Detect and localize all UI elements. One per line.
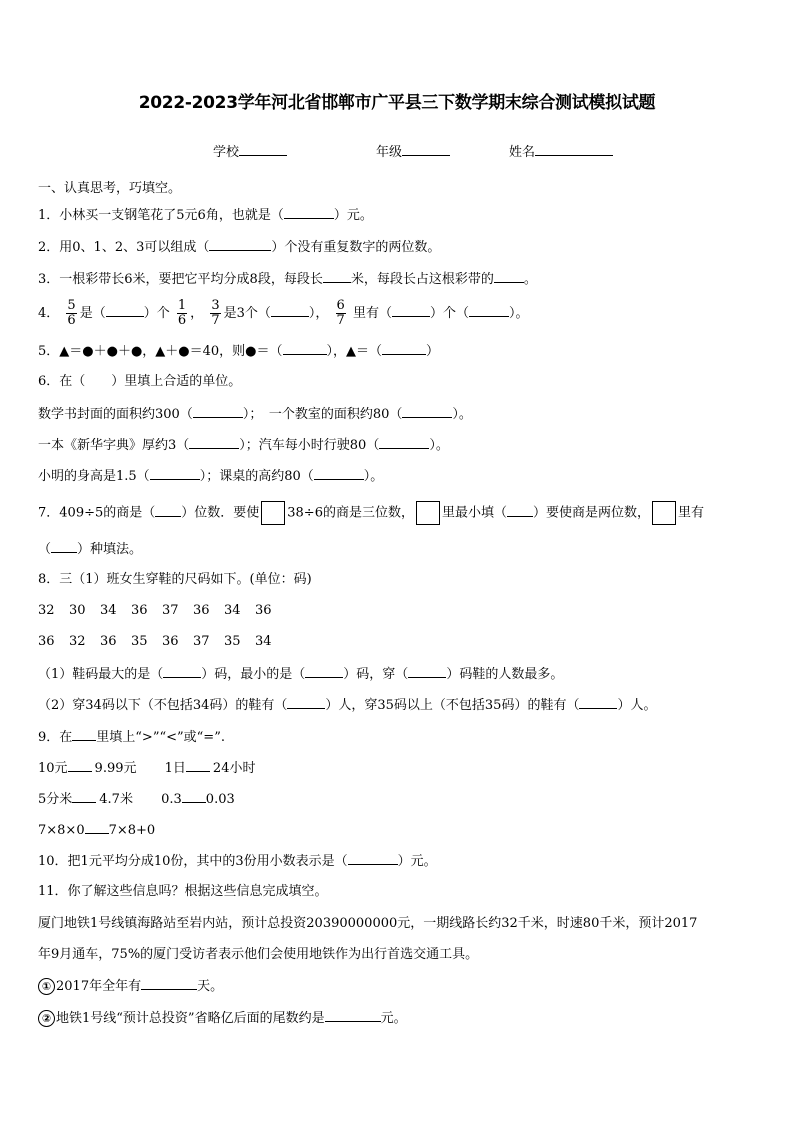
- answer-blank[interactable]: [209, 238, 271, 251]
- answer-blank[interactable]: [392, 304, 430, 317]
- answer-blank[interactable]: [150, 467, 200, 480]
- question-7-cont: （ ）种填法。: [38, 542, 143, 557]
- page-title: 2022-2023学年河北省邯郸市广平县三下数学期末综合测试模拟试题: [138, 93, 656, 113]
- name-label: 姓名: [509, 145, 536, 160]
- answer-blank[interactable]: [305, 665, 343, 678]
- question-9-row-2: 5分米 4.7米 0.3 0.03: [38, 792, 235, 807]
- fraction: $\frac{1}{6}$: [177, 298, 187, 328]
- school-field: [213, 141, 287, 160]
- answer-blank[interactable]: [323, 270, 351, 283]
- answer-blank[interactable]: [494, 270, 524, 283]
- answer-blank[interactable]: [193, 405, 243, 418]
- question-4: 4． $\frac{5}{6}$ 是（ ）个 $\frac{1}{6}$ ， $\frac{3}{7}$ 是3个（ ）， $\frac{6}{7}$ 里有（ ）个（ ）。: [38, 298, 529, 328]
- answer-blank[interactable]: [325, 1009, 381, 1022]
- question-11-part-2: ② 地铁1号线“预计总投资”省略亿后面的尾数约是 元。: [38, 1009, 407, 1028]
- fraction: $\frac{6}{7}$: [336, 298, 345, 328]
- question-7: 7．409÷5的商是（ ）位数．要使 38÷6的商是三位数， 里最小填（ ）要使商是两位数， 里有: [38, 501, 704, 526]
- answer-blank[interactable]: [579, 696, 617, 709]
- compare-blank[interactable]: [85, 821, 109, 834]
- school-blank[interactable]: [239, 143, 287, 156]
- school-label: 学校: [213, 145, 240, 160]
- question-9-heading: 9．在 里填上“>”“<”或“=”.: [38, 730, 225, 745]
- digit-box[interactable]: [416, 501, 440, 525]
- question-11-passage-2: 年9月通车，75%的厦门受访者表示他们会使用地铁作为出行首选交通工具。: [38, 947, 479, 962]
- question-11-passage-1: 厦门地铁1号线镇海路站至岩内站，预计总投资20390000000元，一期线路长约32千米，时速80千米，预计2017: [38, 916, 698, 931]
- name-field: [509, 141, 613, 160]
- question-9-row-3: 7×8×0 7×8+0: [38, 823, 156, 838]
- grade-blank[interactable]: [402, 143, 450, 156]
- compare-blank[interactable]: [182, 790, 206, 803]
- question-6-line-1: 数学书封面的面积约300（ ）； 一个教室的面积约80（ ）。: [38, 407, 472, 422]
- digit-box[interactable]: [652, 501, 676, 525]
- question-6-line-2: 一本《新华字典》厚约3（ ）；汽车每小时行驶80（ ）。: [38, 438, 449, 453]
- answer-blank[interactable]: [314, 467, 364, 480]
- fraction: $\frac{3}{7}$: [211, 298, 220, 328]
- answer-blank[interactable]: [271, 304, 309, 317]
- answer-blank[interactable]: [379, 436, 429, 449]
- shoe-size-row-1: 32 30 34 36 37 36 34 36: [38, 603, 272, 618]
- name-blank[interactable]: [535, 143, 613, 156]
- grade-field: [376, 141, 450, 160]
- question-11-part-1: ① 2017年全年有 天。: [38, 977, 223, 996]
- answer-blank[interactable]: [507, 504, 533, 517]
- section-heading: 一、认真思考，巧填空。: [38, 181, 182, 196]
- digit-box[interactable]: [261, 501, 285, 525]
- compare-blank[interactable]: [72, 728, 96, 741]
- grade-label: 年级: [376, 145, 403, 160]
- question-1: 1．小林买一支钢笔花了5元6角，也就是（ ）元。: [38, 208, 373, 223]
- question-6-heading: 6．在（ ）里填上合适的单位。: [38, 374, 242, 389]
- answer-blank[interactable]: [141, 977, 197, 990]
- answer-blank[interactable]: [469, 304, 509, 317]
- answer-blank[interactable]: [106, 304, 144, 317]
- compare-blank[interactable]: [68, 759, 92, 772]
- answer-blank[interactable]: [189, 436, 239, 449]
- question-8-heading: 8．三（1）班女生穿鞋的尺码如下。(单位：码): [38, 572, 312, 587]
- answer-blank[interactable]: [287, 696, 325, 709]
- answer-blank[interactable]: [382, 342, 426, 355]
- question-2: 2．用0、1、2、3可以组成（ ）个没有重复数字的两位数。: [38, 240, 441, 255]
- question-6-line-3: 小明的身高是1.5（ ）；课桌的高约80（ ）。: [38, 469, 384, 484]
- question-9-row-1: 10元 9.99元 1日 24小时: [38, 761, 256, 776]
- question-8-part-1: （1）鞋码最大的是（ ）码，最小的是（ ）码，穿（ ）码鞋的人数最多。: [38, 667, 564, 682]
- circled-number-1: ①: [38, 978, 55, 995]
- question-8-part-2: （2）穿34码以下（不包括34码）的鞋有（ ）人，穿35码以上（不包括35码）的鞋有（ ）人。: [38, 698, 657, 713]
- answer-blank[interactable]: [163, 665, 201, 678]
- question-10: 10．把1元平均分成10份，其中的3份用小数表示是（ ）元。: [38, 854, 437, 869]
- answer-blank[interactable]: [283, 342, 327, 355]
- compare-blank[interactable]: [72, 790, 96, 803]
- answer-blank[interactable]: [408, 665, 446, 678]
- shoe-size-row-2: 36 32 36 35 36 37 35 34: [38, 634, 272, 649]
- answer-blank[interactable]: [348, 852, 398, 865]
- answer-blank[interactable]: [155, 504, 181, 517]
- answer-blank[interactable]: [402, 405, 452, 418]
- question-3: 3．一根彩带长6米，要把它平均分成8段，每段长 米，每段长占这根彩带的 。: [38, 272, 537, 287]
- compare-blank[interactable]: [186, 759, 210, 772]
- question-11-heading: 11．你了解这些信息吗？根据这些信息完成填空。: [38, 884, 328, 899]
- circled-number-2: ②: [38, 1010, 55, 1027]
- answer-blank[interactable]: [51, 540, 77, 553]
- question-5: 5．▲＝●＋●＋●，▲＋●＝40，则●＝（ ），▲＝（ ）: [38, 344, 440, 359]
- answer-blank[interactable]: [284, 206, 334, 219]
- fraction: $\frac{5}{6}$: [67, 298, 76, 328]
